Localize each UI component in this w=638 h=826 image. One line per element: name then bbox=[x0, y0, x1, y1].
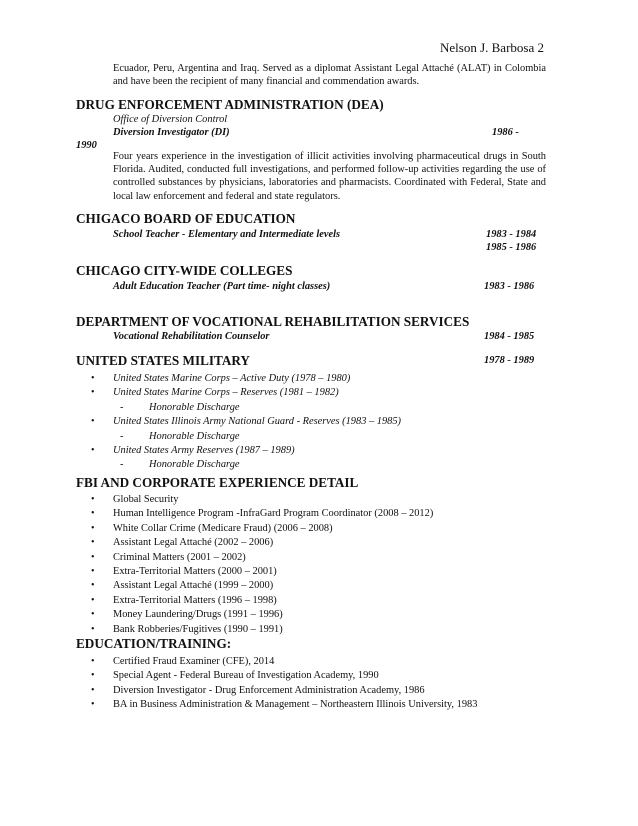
role-title: Adult Education Teacher (Part time- night classes) bbox=[113, 281, 331, 292]
military-section bbox=[76, 353, 546, 473]
section-title: DEPARTMENT OF VOCATIONAL REHABILITATION SERVICES bbox=[76, 314, 470, 329]
sub-item: - Honorable Discharge bbox=[76, 401, 546, 415]
list-item: • Certified Fraud Examiner (CFE), 2014 bbox=[76, 655, 546, 669]
section-title: UNITED STATES MILITARY bbox=[76, 353, 250, 368]
list-item: • United States Marine Corps – Reserves (1981 – 1982) bbox=[76, 386, 546, 400]
fbi-list bbox=[76, 493, 546, 637]
office-name: Office of Diversion Control bbox=[113, 114, 228, 125]
bullet-icon: • bbox=[91, 373, 95, 384]
role-title: School Teacher - Elementary and Intermediate levels bbox=[113, 229, 341, 240]
role-dates-end: 1990 bbox=[76, 140, 97, 151]
bullet-icon: • bbox=[91, 609, 95, 621]
military-list bbox=[76, 372, 546, 473]
section-title: EDUCATION/TRAINING: bbox=[76, 636, 232, 651]
role-dates: 1984 - 1985 bbox=[484, 331, 535, 342]
bullet-icon: • bbox=[91, 416, 95, 428]
list-item: • Assistant Legal Attaché (1999 – 2000) bbox=[76, 579, 546, 593]
bullet-icon: • bbox=[91, 551, 95, 563]
section-title: CHIGACO BOARD OF EDUCATION bbox=[76, 211, 296, 226]
dash-icon: - bbox=[120, 401, 124, 413]
bullet-icon: • bbox=[91, 522, 95, 534]
fbi-section bbox=[76, 475, 546, 637]
bullet-icon: • bbox=[91, 444, 95, 456]
bullet-icon: • bbox=[91, 699, 95, 711]
role-dates: 1985 - 1986 bbox=[486, 242, 537, 253]
list-item: • Assistant Legal Attaché (2002 – 2006) bbox=[76, 536, 546, 550]
list-item: • Criminal Matters (2001 – 2002) bbox=[76, 551, 546, 565]
list-item: • United States Illinois Army National Guard - Reserves (1983 – 1985) bbox=[76, 415, 546, 429]
intro-paragraph: Ecuador, Peru, Argentina and Iraq. Served as a diplomat Assistant Legal Attaché (ALAT) in Colombia and have been the recipient of many financial and commendation awards. bbox=[113, 63, 546, 88]
bullet-icon: • bbox=[91, 580, 95, 592]
list-item: • Bank Robberies/Fugitives (1990 – 1991) bbox=[76, 623, 546, 637]
education-section bbox=[76, 636, 546, 713]
bullet-icon: • bbox=[91, 670, 95, 682]
list-item: • Money Laundering/Drugs (1991 – 1996) bbox=[76, 608, 546, 622]
dash-icon: - bbox=[120, 430, 124, 442]
dash-icon: - bbox=[120, 459, 124, 471]
role-title: Diversion Investigator (DI) bbox=[113, 127, 230, 138]
list-item: • Extra-Territorial Matters (1996 – 1998) bbox=[76, 594, 546, 608]
role-dates: 1986 - bbox=[492, 127, 519, 138]
list-item: • Global Security bbox=[76, 493, 546, 507]
bullet-icon: • bbox=[91, 508, 95, 520]
page-header: Nelson J. Barbosa 2 bbox=[440, 40, 544, 55]
list-item: • Human Intelligence Program -InfraGard Program Coordinator (2008 – 2012) bbox=[76, 507, 546, 521]
dvr-section bbox=[76, 314, 546, 344]
list-item: • White Collar Crime (Medicare Fraud) (2006 – 2008) bbox=[76, 522, 546, 536]
role-dates: 1978 - 1989 bbox=[484, 355, 535, 366]
dea-section bbox=[76, 97, 546, 153]
bullet-icon: • bbox=[91, 594, 95, 606]
section-title: FBI AND CORPORATE EXPERIENCE DETAIL bbox=[76, 475, 359, 490]
bullet-icon: • bbox=[91, 387, 95, 399]
bullet-icon: • bbox=[91, 684, 95, 696]
sub-item: - Honorable Discharge bbox=[76, 430, 546, 444]
sub-item: - Honorable Discharge bbox=[76, 458, 546, 472]
education-list bbox=[76, 655, 546, 713]
list-item: • United States Marine Corps – Active Duty (1978 – 1980) bbox=[76, 372, 546, 386]
dea-description: Four years experience in the investigation of illicit activities involving pharmaceutical drugs in South Florida. Audited, conducted full investigations, and performed follow-up activities regarding the use of controlled substances by physicians, laboratories and pharmacists. Coordinated with Federal, State and local law enforcement and federal and state regulators. bbox=[113, 151, 546, 202]
ccc-section bbox=[76, 263, 546, 294]
role-dates: 1983 - 1984 bbox=[486, 229, 537, 240]
role-title: Vocational Rehabilitation Counselor bbox=[113, 331, 270, 342]
cbe-section bbox=[76, 211, 546, 255]
list-item: • Extra-Territorial Matters (2000 – 2001) bbox=[76, 565, 546, 579]
role-dates: 1983 - 1986 bbox=[484, 281, 535, 292]
bullet-icon: • bbox=[91, 494, 95, 505]
bullet-icon: • bbox=[91, 656, 95, 667]
list-item: • BA in Business Administration & Management – Northeastern Illinois University, 1983 bbox=[76, 698, 546, 712]
list-item: • Special Agent - Federal Bureau of Investigation Academy, 1990 bbox=[76, 669, 546, 683]
bullet-icon: • bbox=[91, 537, 95, 549]
bullet-icon: • bbox=[91, 565, 95, 577]
list-item: • United States Army Reserves (1987 – 1989) bbox=[76, 444, 546, 458]
section-title: DRUG ENFORCEMENT ADMINISTRATION (DEA) bbox=[76, 97, 384, 112]
bullet-icon: • bbox=[91, 623, 95, 635]
list-item: • Diversion Investigator - Drug Enforcement Administration Academy, 1986 bbox=[76, 684, 546, 698]
section-title: CHICAGO CITY-WIDE COLLEGES bbox=[76, 263, 293, 278]
